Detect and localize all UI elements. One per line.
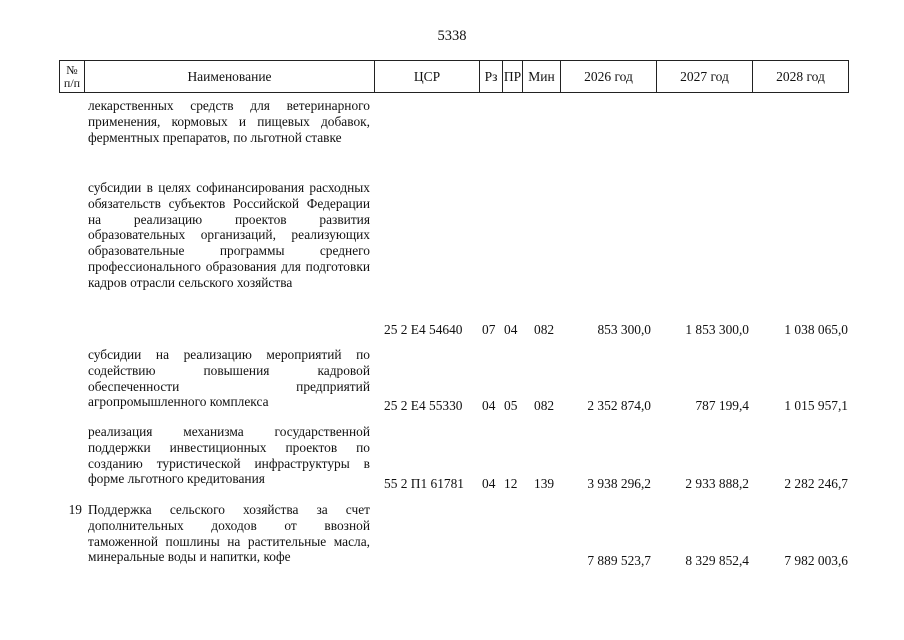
header-csr: ЦСР [375,61,480,93]
table-cell-2028: 2 282 246,7 [784,476,848,491]
table-row-name: субсидии на реализацию мероприятий по содействию повышения кадровой обеспеченности предприятий агропромышленного комплекса [88,347,370,410]
header-rz: Рз [480,61,503,93]
table-cell-2028: 7 982 003,6 [784,553,848,568]
header-2026: 2026 год [561,61,657,93]
table-cell-csr: 25 2 Е4 55330 [384,398,463,413]
table-cell-min: 082 [534,322,555,337]
table-cell-pr: 04 [504,322,518,337]
table-header-row [60,61,849,93]
table-cell-rz: 04 [482,398,496,413]
table-row-name: субсидии в целях софинансирования расходных обязательств субъектов Российской Федерации на реализацию проектов развития образовательных организаций, реализующих образовательные программы среднего профессионального образования для подготовки кадров отрасли сельского хозяйства [88,180,370,290]
table-cell-2026: 7 889 523,7 [587,553,651,568]
table-cell-min: 082 [534,398,555,413]
table-cell-2027: 2 933 888,2 [685,476,749,491]
header-2027: 2027 год [657,61,753,93]
page-number: 5338 [437,28,467,44]
header-2028: 2028 год [753,61,849,93]
table-cell-2028: 1 015 957,1 [784,398,848,413]
header-pr: ПР [503,61,523,93]
table-row-name: Поддержка сельского хозяйства за счет дополнительных доходов от ввозной таможенной пошлины на растительные масла, минеральные воды и напитки, кофе [88,502,370,565]
table-cell-csr: 55 2 П1 61781 [384,476,464,491]
table-cell-2027: 1 853 300,0 [685,322,749,337]
table-row-name: лекарственных средств для ветеринарного применения, кормовых и пищевых добавок, ферментных препаратов, по льготной ставке [88,98,370,145]
budget-table [59,60,849,93]
table-cell-2026: 853 300,0 [597,322,651,337]
table-cell-rz: 04 [482,476,496,491]
table-cell-pr: 12 [504,476,518,491]
table-row-name: реализация механизма государственной поддержки инвестиционных проектов по созданию туристической инфраструктуры в форме льготного кредитования [88,424,370,487]
table-cell-2026: 3 938 296,2 [587,476,651,491]
header-min: Мин [523,61,561,93]
table-cell-num: 19 [68,502,82,517]
table-cell-pr: 05 [504,398,518,413]
table-cell-2026: 2 352 874,0 [587,398,651,413]
header-num: № п/п [60,61,85,93]
table-cell-csr: 25 2 Е4 54640 [384,322,463,337]
table-cell-rz: 07 [482,322,496,337]
table-cell-2027: 787 199,4 [695,398,749,413]
table-cell-min: 139 [534,476,555,491]
table-cell-2028: 1 038 065,0 [784,322,848,337]
header-name: Наименование [85,61,375,93]
table-cell-2027: 8 329 852,4 [685,553,749,568]
